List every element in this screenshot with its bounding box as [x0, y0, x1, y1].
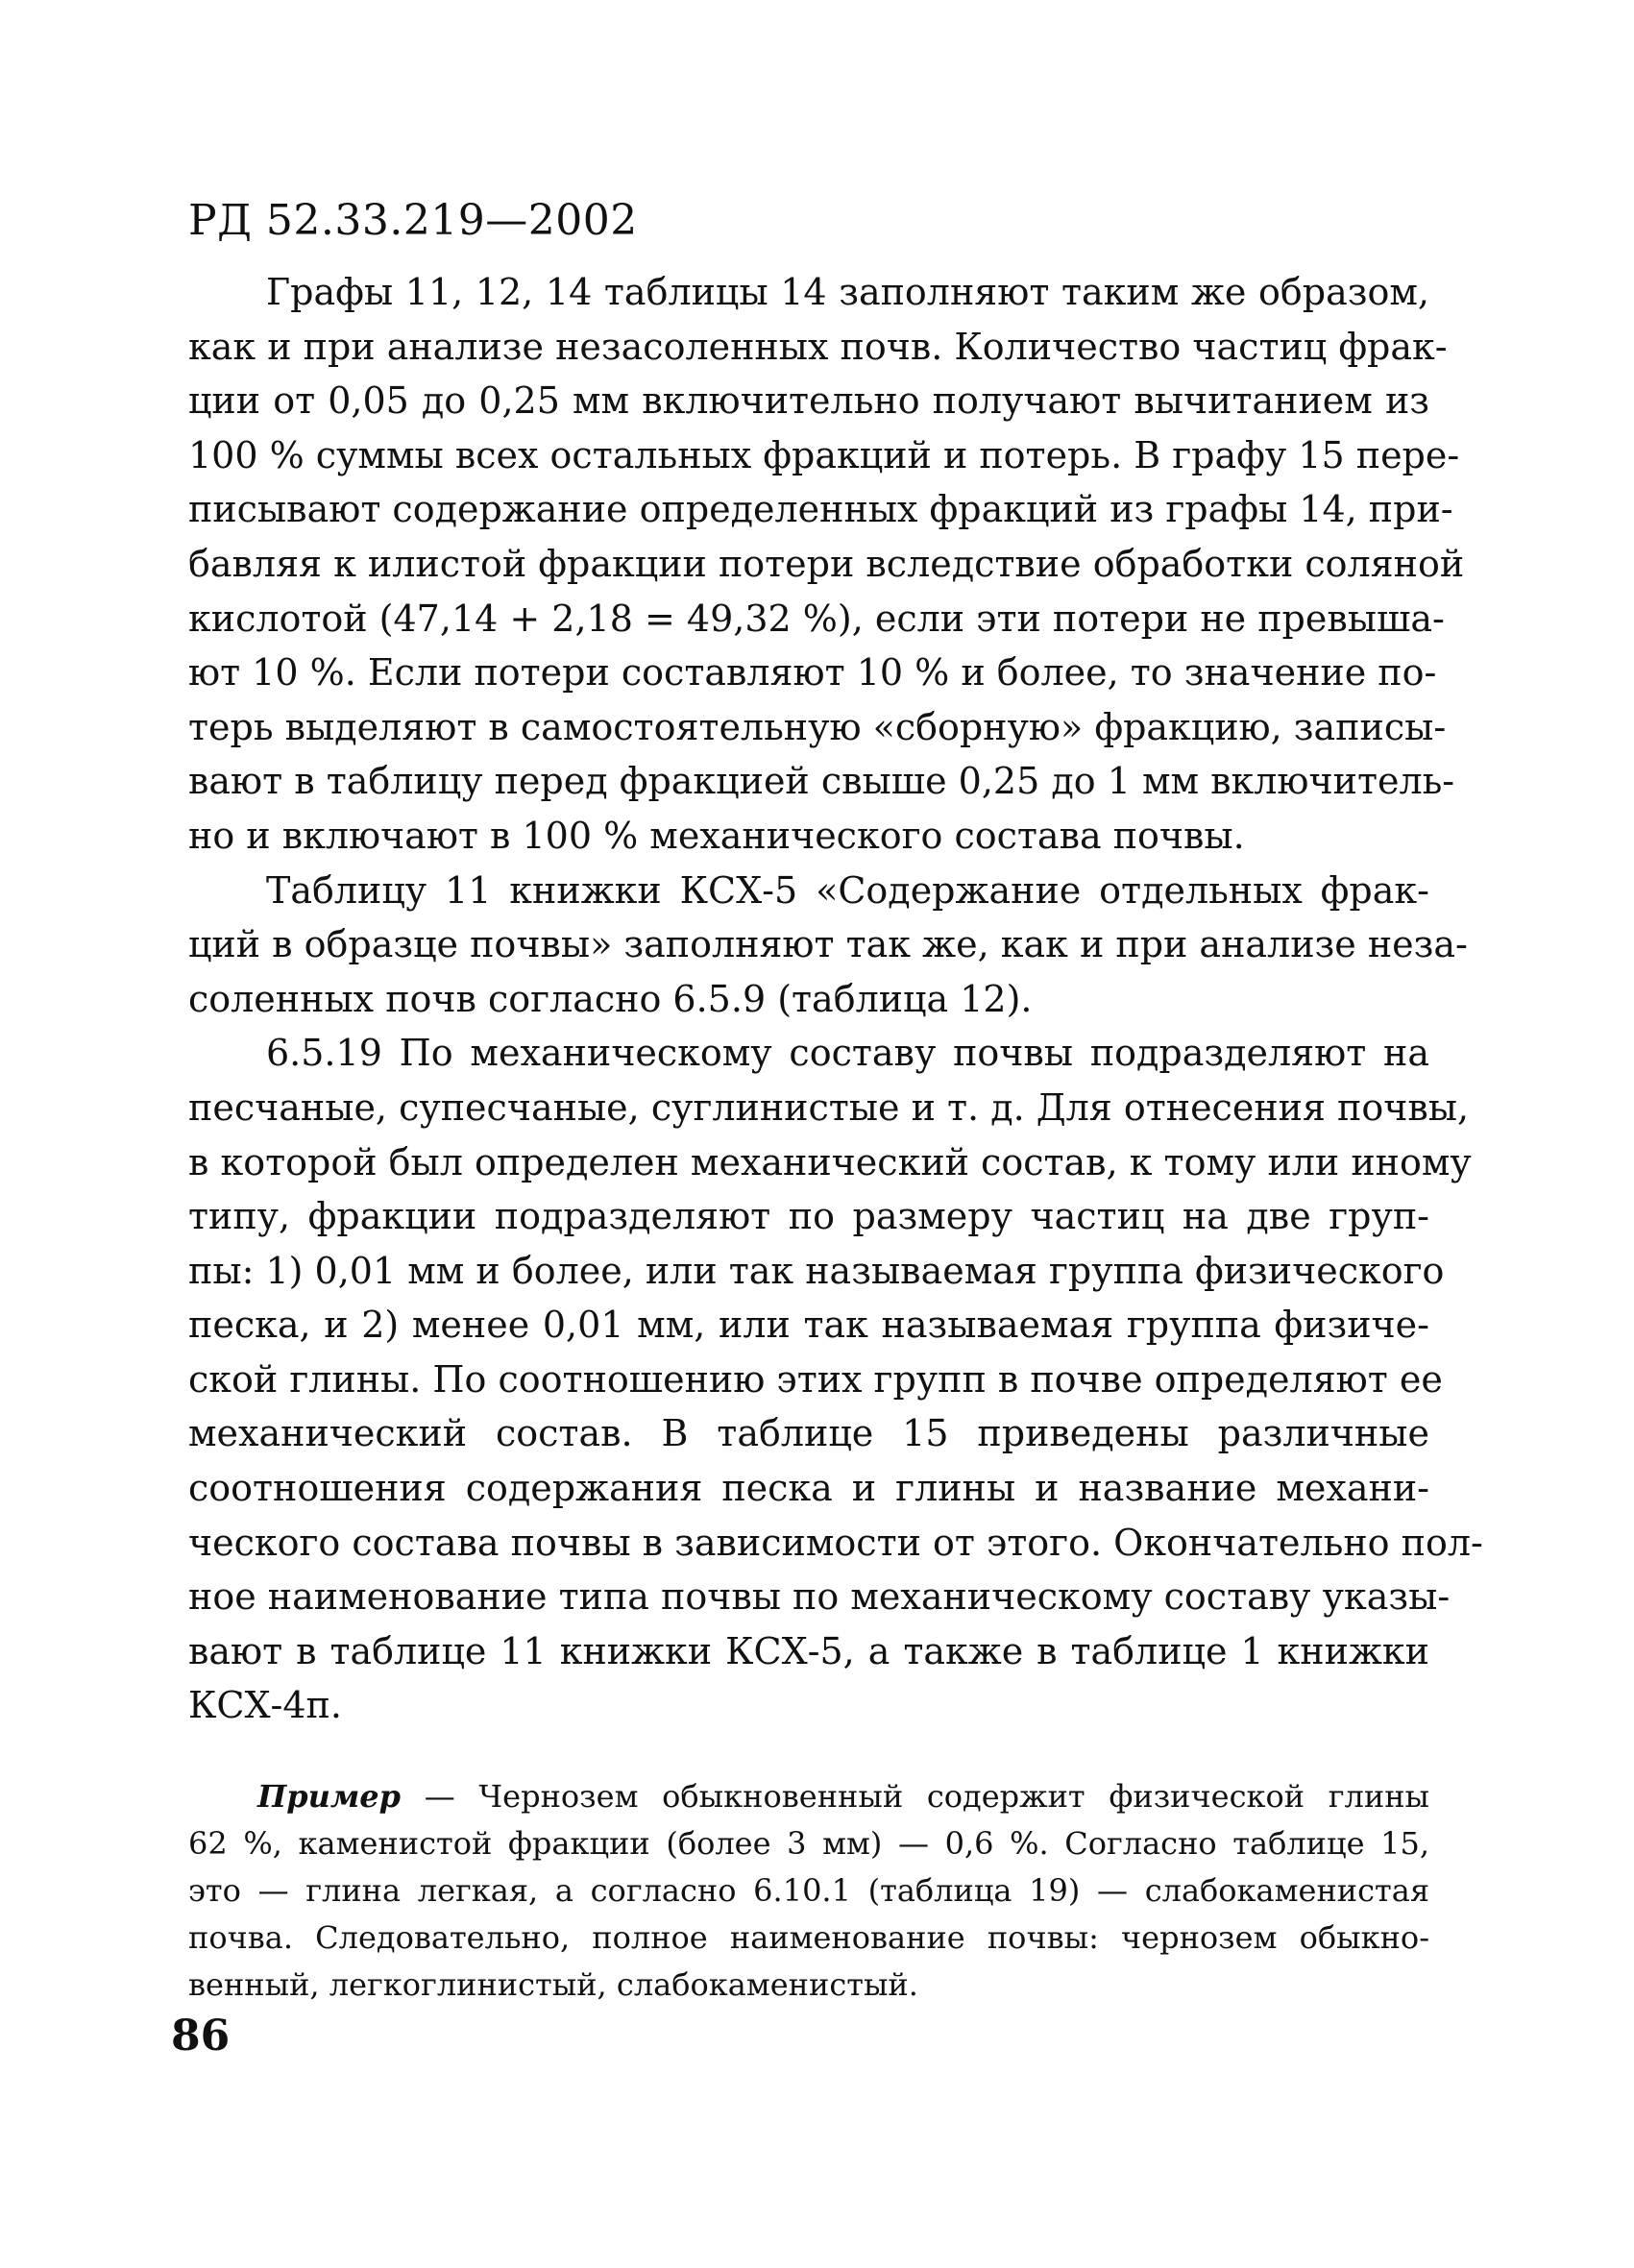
example-line: венный, легкоглинистый, слабокаменистый. — [188, 1966, 918, 2003]
text-line: писывают содержание определенных фракций из графы 14, при- — [188, 488, 1453, 531]
text-line: ций в образце почвы» заполняют так же, как и при анализе неза- — [188, 923, 1468, 966]
text-line: ное наименование типа почвы по механическому составу указы- — [188, 1575, 1451, 1619]
text-line: ции от 0,05 до 0,25 мм включительно получают вычитанием из — [188, 379, 1429, 423]
text-line: ской глины. По соотношению этих групп в почве определяют ее — [188, 1357, 1443, 1401]
text-line: пы: 1) 0,01 мм и более, или так называемая группа физического — [188, 1249, 1445, 1292]
text-line: соотношения содержания песка и глины и название механи- — [188, 1467, 1429, 1510]
text-line: вают в таблице 11 книжки КСХ-5, а также в таблице 1 книжки — [188, 1629, 1429, 1672]
text-line: песчаные, супесчаные, суглинистые и т. д. Для отнесения почвы, — [188, 1085, 1470, 1129]
example-label: Пример — [257, 1778, 402, 1815]
body-text — [188, 265, 1483, 1733]
example-line: 62 %, каменистой фракции (более 3 мм) — 0,6 %. Согласно таблице 15, — [188, 1825, 1429, 1862]
example-note — [188, 1773, 1429, 2009]
text-line: как и при анализе незасоленных почв. Количество частиц фрак- — [188, 325, 1448, 368]
example-line-text: — Чернозем обыкновенный содержит физической глины — [401, 1778, 1429, 1815]
example-line — [188, 1773, 1429, 1820]
page-number: 86 — [171, 2012, 231, 2061]
example-line: это — глина легкая, а согласно 6.10.1 (таблица 19) — слабокаменистая — [188, 1872, 1429, 1909]
text-line: кислотой (47,14 + 2,18 = 49,32 %), если эти потери не превыша- — [188, 597, 1445, 640]
example-line: почва. Следовательно, полное наименование почвы: чернозем обыкно- — [188, 1919, 1429, 1956]
document-header: РД 52.33.219—2002 — [188, 196, 638, 245]
text-line: КСХ-4п. — [188, 1684, 342, 1727]
text-line: типу, фракции подразделяют по размеру частиц на две груп- — [188, 1195, 1429, 1238]
text-line: соленных почв согласно 6.5.9 (таблица 12). — [188, 977, 1033, 1020]
text-line: ческого состава почвы в зависимости от этого. Окончательно пол- — [188, 1521, 1483, 1564]
text-line: 100 % суммы всех остальных фракций и потерь. В графу 15 пере- — [188, 433, 1460, 476]
text-line: 6.5.19 По механическому составу почвы подразделяют на — [266, 1032, 1429, 1075]
text-line: терь выделяют в самостоятельную «сборную» фракцию, записы- — [188, 705, 1447, 748]
text-line: бавляя к илистой фракции потери вследствие обработки соляной — [188, 542, 1465, 585]
text-line: ют 10 %. Если потери составляют 10 % и более, то значение по- — [188, 651, 1437, 695]
text-line: в которой был определен механический состав, к тому или иному — [188, 1140, 1472, 1183]
text-line: но и включают в 100 % механического состава почвы. — [188, 814, 1245, 857]
text-line: вают в таблицу перед фракцией свыше 0,25 до 1 мм включитель- — [188, 760, 1455, 803]
text-line: Графы 11, 12, 14 таблицы 14 заполняют таким же образом, — [266, 271, 1429, 313]
text-line: механический состав. В таблице 15 приведены различные — [188, 1412, 1429, 1455]
text-line: песка, и 2) менее 0,01 мм, или так называемая группа физиче- — [188, 1304, 1429, 1347]
text-line: Таблицу 11 книжки КСХ-5 «Содержание отдельных фрак- — [266, 868, 1429, 912]
